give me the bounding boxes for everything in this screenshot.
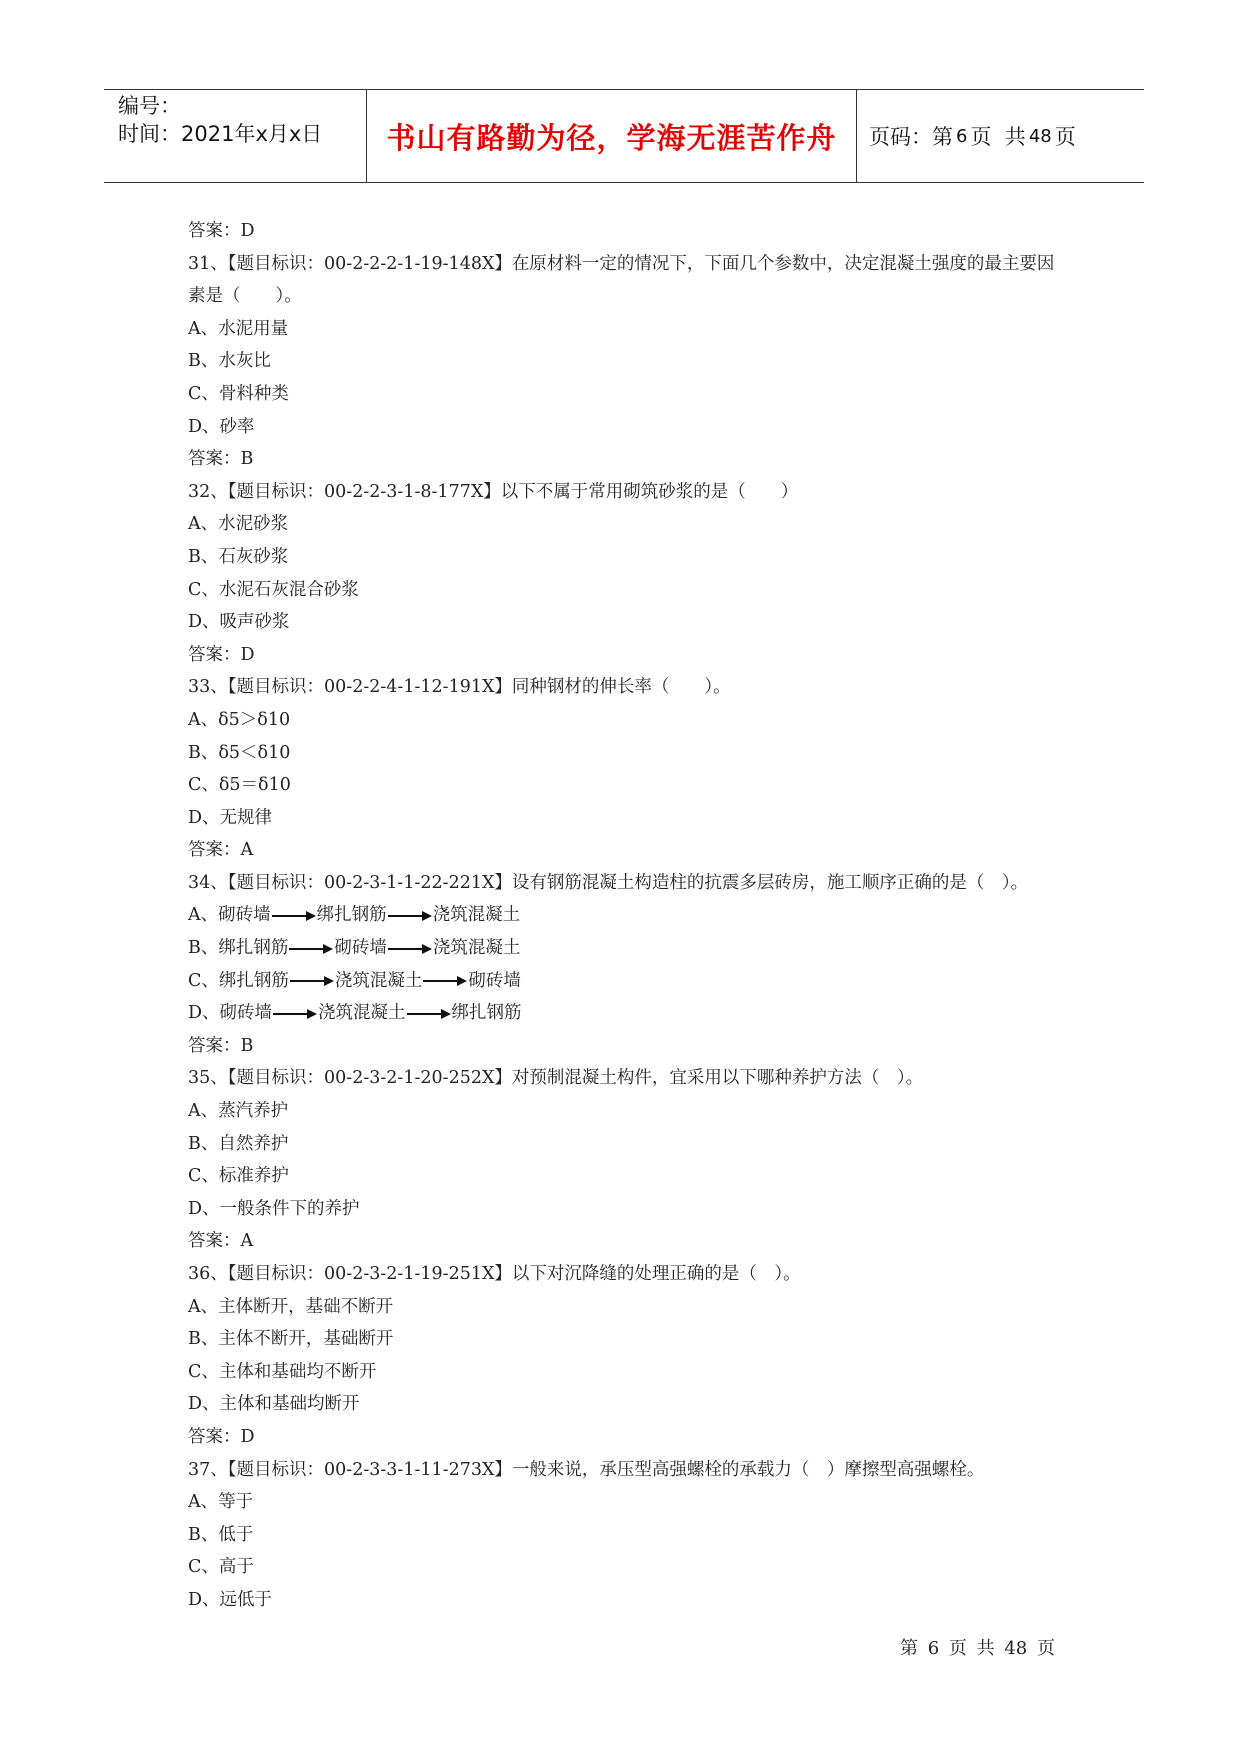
- text-line: A、水泥用量: [188, 318, 289, 339]
- text-line: [188, 932, 1088, 965]
- text-line: D、远低于: [188, 1589, 273, 1610]
- text-line: D、吸声砂浆: [188, 612, 290, 633]
- text-line: B、主体不断开，基础断开: [188, 1329, 394, 1350]
- page-number: 6: [956, 125, 968, 147]
- right-arrow-icon: [423, 976, 467, 986]
- motto: 书山有路勤为径，学海无涯苦作舟: [386, 120, 837, 155]
- sequence-step: 砌砖墙: [219, 1003, 273, 1024]
- text-line: 答案：D: [188, 644, 255, 665]
- text-line: 37、【题目标识：00-2-3-3-1-11-273X】一般来说，承压型高强螺栓的承载力（ ）摩擦型高强螺栓。: [188, 1459, 985, 1480]
- text-line: D、一般条件下的养护: [188, 1198, 360, 1219]
- right-arrow-icon: [290, 976, 334, 986]
- text-line: [188, 965, 1088, 998]
- text-line: 33、【题目标识：00-2-2-4-1-12-191X】同种钢材的伸长率（ ）。: [188, 677, 731, 698]
- sequence-step: 浇筑混凝土: [432, 938, 521, 959]
- right-arrow-icon: [272, 911, 316, 921]
- question-list: [188, 215, 1088, 1617]
- page-total: 48: [1028, 125, 1052, 147]
- text-line: [188, 997, 1088, 1030]
- sequence-step: 砌砖墙: [334, 938, 387, 959]
- text-line: B、石灰砂浆: [188, 546, 289, 567]
- sequence-step: 砌砖墙: [468, 970, 521, 991]
- right-arrow-icon: [407, 1009, 451, 1019]
- text-line: D、砂率: [188, 416, 255, 437]
- page-footer: 第 6 页 共 48 页: [900, 1638, 1055, 1659]
- text-line: 36、【题目标识：00-2-3-2-1-19-251X】以下对沉降缝的处理正确的是（ ）。: [188, 1264, 801, 1284]
- text-line: B、水灰比: [188, 351, 271, 372]
- date-label: 时间：2021年x月x日: [118, 122, 323, 146]
- text-line: A、等于: [188, 1492, 254, 1513]
- text-line: 32、【题目标识：00-2-2-3-1-8-177X】以下不属于常用砌筑砂浆的是（ ）: [188, 481, 799, 502]
- page-prefix: 页码：第: [869, 125, 953, 149]
- text-line: B、δ5＜δ10: [188, 742, 291, 763]
- header-page-info: [857, 90, 1144, 182]
- sequence-step: 浇筑混凝土: [334, 970, 423, 991]
- text-line: A、主体断开，基础不断开: [188, 1296, 394, 1317]
- text-line: 答案：A: [188, 840, 254, 861]
- page-header: [104, 89, 1144, 183]
- text-line: 答案：D: [188, 221, 255, 241]
- sequence-step: 绑扎钢筋: [218, 970, 289, 991]
- text-line: B、自然养护: [188, 1133, 289, 1154]
- header-meta: [104, 90, 367, 182]
- right-arrow-icon: [289, 944, 333, 954]
- sequence-step: 浇筑混凝土: [432, 905, 521, 926]
- text-line: A、蒸汽养护: [188, 1101, 289, 1122]
- page-mid: 页 共: [970, 125, 1026, 149]
- text-line: A、δ5＞δ10: [188, 709, 291, 730]
- text-line: 34、【题目标识：00-2-3-1-1-22-221X】设有钢筋混凝土构造柱的抗震多层砖房，施工顺序正确的是（ ）。: [188, 872, 1029, 893]
- text-line: 答案：D: [188, 1426, 255, 1447]
- option-prefix: B、: [188, 938, 219, 959]
- text-line: C、水泥石灰混合砂浆: [188, 579, 359, 600]
- text-line: 答案：B: [188, 449, 254, 470]
- text-line: 答案：A: [188, 1231, 254, 1252]
- option-prefix: A、: [188, 905, 219, 926]
- text-line: D、主体和基础均断开: [188, 1394, 360, 1415]
- sequence-step: 绑扎钢筋: [316, 905, 387, 926]
- option-prefix: D、: [188, 1003, 220, 1024]
- page-suffix: 页: [1054, 125, 1076, 149]
- text-line: [188, 899, 1088, 932]
- sequence-step: 绑扎钢筋: [451, 1003, 522, 1024]
- text-line: 35、【题目标识：00-2-3-2-1-20-252X】对预制混凝土构件，宜采用以下哪种养护方法（ ）。: [188, 1068, 924, 1089]
- serial-number-label: 编号：: [118, 94, 181, 118]
- text-line: C、骨料种类: [188, 383, 289, 404]
- text-line: C、主体和基础均不断开: [188, 1361, 377, 1382]
- text-line: A、水泥砂浆: [188, 514, 289, 535]
- option-prefix: C、: [188, 970, 219, 991]
- sequence-step: 浇筑混凝土: [318, 1003, 406, 1024]
- text-line: C、标准养护: [188, 1166, 289, 1187]
- text-line: D、无规律: [188, 807, 273, 828]
- right-arrow-icon: [273, 1009, 317, 1019]
- text-line: C、高于: [188, 1557, 254, 1578]
- text-line: B、低于: [188, 1524, 254, 1545]
- right-arrow-icon: [388, 911, 432, 921]
- header-motto-cell: [367, 90, 857, 182]
- text-line: C、δ5＝δ10: [188, 775, 291, 796]
- sequence-step: 绑扎钢筋: [218, 938, 289, 959]
- sequence-step: 砌砖墙: [218, 905, 271, 926]
- text-line: 答案：B: [188, 1035, 254, 1056]
- right-arrow-icon: [388, 944, 432, 954]
- text-line: 31、【题目标识：00-2-2-2-1-19-148X】在原材料一定的情况下，下面几个参数中，决定混凝土强度的最主要因素是（ ）。: [188, 253, 1055, 307]
